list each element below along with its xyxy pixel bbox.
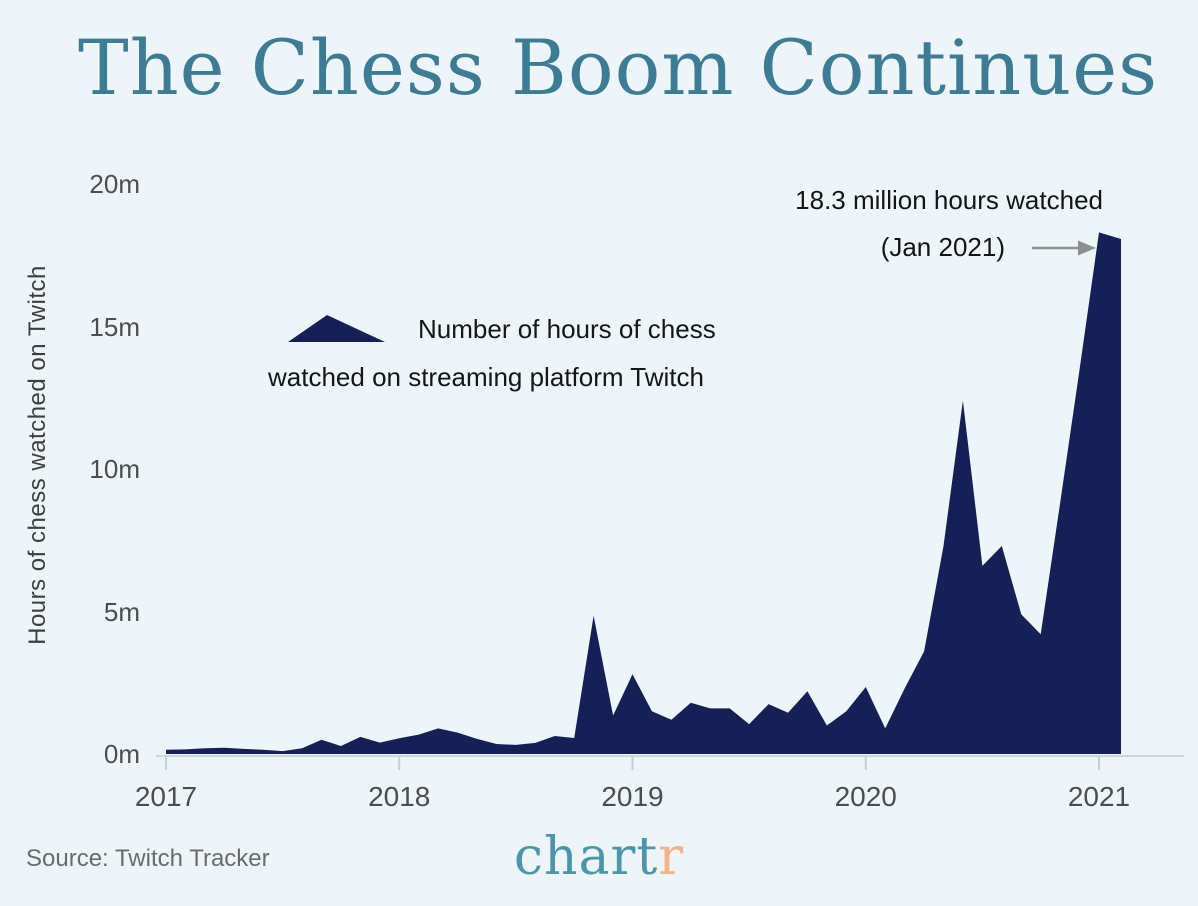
x-tick-marks xyxy=(166,756,1099,770)
y-axis-title: Hours of chess watched on Twitch xyxy=(24,265,51,645)
source-note: Source: Twitch Tracker xyxy=(26,845,270,872)
legend-area-swatch-icon xyxy=(288,315,385,342)
chart-title: The Chess Boom Continues xyxy=(78,23,1159,112)
chartr-logo-r: r xyxy=(658,827,685,887)
x-tick-label-2021: 2021 xyxy=(1067,781,1131,812)
chartr-logo xyxy=(514,828,684,888)
chartr-logo-chart: chart xyxy=(513,827,659,887)
annotation-text-line2: (Jan 2021) xyxy=(880,232,1005,262)
annotation-arrow-icon xyxy=(1032,241,1096,256)
y-tick-label-5m: 5m xyxy=(103,596,140,627)
x-tick-label-2018: 2018 xyxy=(368,781,431,812)
y-tick-label-20m: 20m xyxy=(89,169,140,199)
legend-text-line2: watched on streaming platform Twitch xyxy=(268,362,704,392)
x-tick-label-2020: 2020 xyxy=(834,781,897,812)
y-tick-label-15m: 15m xyxy=(89,311,140,342)
chess-area-series xyxy=(166,232,1121,754)
annotation-text-line1: 18.3 million hours watched xyxy=(795,185,1103,215)
x-tick-label-2019: 2019 xyxy=(601,781,664,812)
legend-text-line1: Number of hours of chess xyxy=(418,314,716,344)
y-tick-label-10m: 10m xyxy=(89,454,140,484)
y-tick-label-0m: 0m xyxy=(103,739,140,769)
x-tick-label-2017: 2017 xyxy=(134,781,198,812)
